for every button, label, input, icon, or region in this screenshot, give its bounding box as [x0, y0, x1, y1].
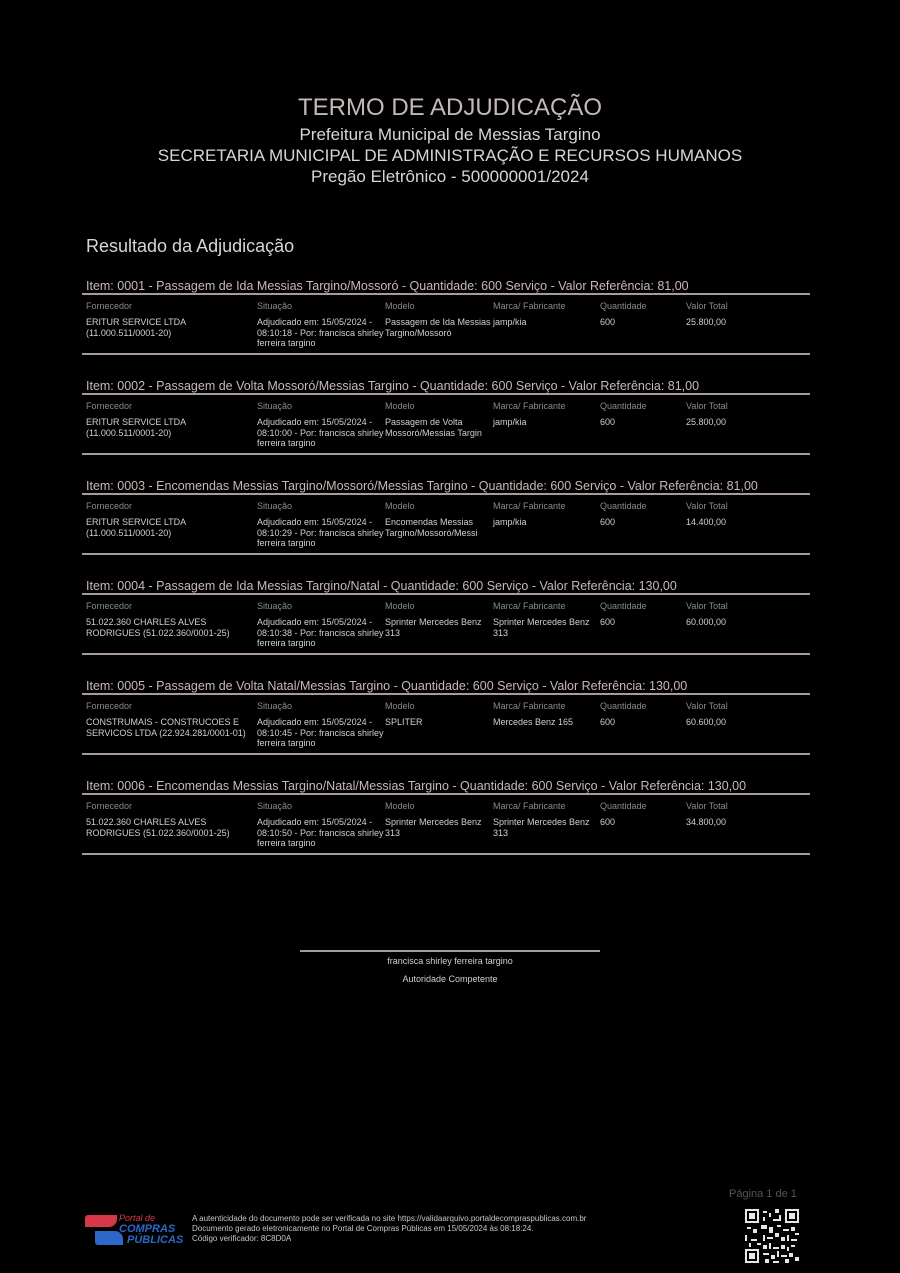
item-heading: Item: 0003 - Encomendas Messias Targino/Mossoró/Messias Targino - Quantidade: 600 Serviço - Valor Referência: 81,00: [82, 479, 810, 495]
cell-marca: Sprinter Mercedes Benz 313: [493, 617, 590, 638]
item-block: [82, 679, 810, 779]
logo-text-line1: Portal de: [119, 1213, 156, 1223]
cell-situacao: Adjudicado em: 15/05/2024 - 08:10:45 - Por: francisca shirley ferreira targino: [257, 717, 384, 748]
item-heading: Item: 0005 - Passagem de Volta Natal/Messias Targino - Quantidade: 600 Serviço - Valor Referência: 130,00: [82, 679, 810, 695]
cell-marca: jamp/kia: [493, 417, 527, 427]
col-valor-total: Valor Total: [686, 801, 728, 811]
column-headers: [82, 397, 810, 415]
col-quantidade: Quantidade: [600, 301, 647, 311]
column-headers: [82, 597, 810, 615]
col-quantidade: Quantidade: [600, 401, 647, 411]
table-row: [82, 317, 810, 349]
cell-modelo: Passagem de Volta Mossoró/Messias Targin: [385, 417, 482, 438]
col-situacao: Situação: [257, 801, 293, 811]
table-row: [82, 517, 810, 549]
col-modelo: Modelo: [385, 401, 415, 411]
cell-valor-total: 60.600,00: [686, 717, 727, 727]
col-valor-total: Valor Total: [686, 701, 728, 711]
table-row: [82, 817, 810, 849]
cell-quantidade: 600: [600, 617, 616, 627]
col-modelo: Modelo: [385, 301, 415, 311]
row-divider: [82, 853, 810, 855]
process-number: Pregão Eletrônico - 500000001/2024: [311, 167, 589, 186]
col-quantidade: Quantidade: [600, 701, 647, 711]
cell-fornecedor: ERITUR SERVICE LTDA (11.000.511/0001-20): [86, 417, 186, 438]
table-row: [82, 717, 810, 749]
footer-notice: [192, 1214, 586, 1244]
col-fornecedor: Fornecedor: [86, 801, 133, 811]
cell-situacao: Adjudicado em: 15/05/2024 - 08:10:18 - Por: francisca shirley ferreira targino: [257, 317, 384, 348]
signature-line: [300, 950, 600, 952]
col-situacao: Situação: [257, 301, 293, 311]
col-marca: Marca/ Fabricante: [493, 401, 566, 411]
col-quantidade: Quantidade: [600, 501, 647, 511]
cell-modelo: Sprinter Mercedes Benz 313: [385, 817, 482, 838]
item-heading: Item: 0004 - Passagem de Ida Messias Targino/Natal - Quantidade: 600 Serviço - Valor Referência: 130,00: [82, 579, 810, 595]
col-fornecedor: Fornecedor: [86, 501, 133, 511]
logo-text-line2: COMPRAS: [119, 1223, 176, 1235]
col-situacao: Situação: [257, 501, 293, 511]
col-modelo: Modelo: [385, 501, 415, 511]
cell-marca: Mercedes Benz 165: [493, 717, 574, 727]
row-divider: [82, 653, 810, 655]
col-fornecedor: Fornecedor: [86, 301, 133, 311]
item-heading: Item: 0006 - Encomendas Messias Targino/Natal/Messias Targino - Quantidade: 600 Serviço - Valor Referência: 130,00: [82, 779, 810, 795]
cell-valor-total: 34.800,00: [686, 817, 727, 827]
col-fornecedor: Fornecedor: [86, 701, 133, 711]
qr-code-icon: [745, 1209, 799, 1263]
col-modelo: Modelo: [385, 801, 415, 811]
cell-modelo: Encomendas Messias Targino/Mossoró/Messi: [385, 517, 478, 538]
cell-valor-total: 14.400,00: [686, 517, 727, 527]
col-valor-total: Valor Total: [686, 501, 728, 511]
footer-authenticity: A autenticidade do documento pode ser verificada no site https://validaarquivo.portaldecompraspublicas.com.br: [192, 1214, 587, 1223]
cell-fornecedor: ERITUR SERVICE LTDA (11.000.511/0001-20): [86, 317, 186, 338]
item-heading: Item: 0002 - Passagem de Volta Mossoró/Messias Targino - Quantidade: 600 Serviço - Valor Referência: 81,00: [82, 379, 810, 395]
document-title: TERMO DE ADJUDICAÇÃO: [297, 94, 603, 121]
col-quantidade: Quantidade: [600, 801, 647, 811]
cell-modelo: SPLITER: [385, 717, 423, 727]
item-block: [82, 479, 810, 579]
col-situacao: Situação: [257, 401, 293, 411]
cell-situacao: Adjudicado em: 15/05/2024 - 08:10:50 - Por: francisca shirley ferreira targino: [257, 817, 384, 848]
section-title: Resultado da Adjudicação: [86, 236, 295, 256]
document-header: [0, 92, 900, 187]
logo-mark-red: [85, 1215, 117, 1227]
cell-fornecedor: 51.022.360 CHARLES ALVES RODRIGUES (51.022.360/0001-25): [86, 817, 230, 838]
cell-marca: jamp/kia: [493, 317, 527, 327]
organization-name: Prefeitura Municipal de Messias Targino: [299, 125, 601, 144]
col-situacao: Situação: [257, 701, 293, 711]
cell-quantidade: 600: [600, 417, 616, 427]
table-row: [82, 417, 810, 449]
col-situacao: Situação: [257, 601, 293, 611]
cell-marca: jamp/kia: [493, 517, 527, 527]
cell-quantidade: 600: [600, 517, 616, 527]
portal-logo: [85, 1213, 187, 1247]
col-modelo: Modelo: [385, 601, 415, 611]
logo-text-line3: PÚBLICAS: [127, 1234, 184, 1246]
col-quantidade: Quantidade: [600, 601, 647, 611]
cell-situacao: Adjudicado em: 15/05/2024 - 08:10:38 - Por: francisca shirley ferreira targino: [257, 617, 384, 648]
col-marca: Marca/ Fabricante: [493, 301, 566, 311]
col-marca: Marca/ Fabricante: [493, 601, 566, 611]
cell-valor-total: 25.800,00: [686, 317, 727, 327]
item-block: [82, 379, 810, 479]
col-valor-total: Valor Total: [686, 401, 728, 411]
row-divider: [82, 453, 810, 455]
row-divider: [82, 553, 810, 555]
cell-quantidade: 600: [600, 717, 616, 727]
cell-situacao: Adjudicado em: 15/05/2024 - 08:10:29 - Por: francisca shirley ferreira targino: [257, 517, 384, 548]
col-marca: Marca/ Fabricante: [493, 501, 566, 511]
cell-quantidade: 600: [600, 817, 616, 827]
item-heading: Item: 0001 - Passagem de Ida Messias Targino/Mossoró - Quantidade: 600 Serviço - Valor Referência: 81,00: [82, 279, 810, 295]
table-row: [82, 617, 810, 649]
items-list: [82, 279, 810, 879]
department-name: SECRETARIA MUNICIPAL DE ADMINISTRAÇÃO E RECURSOS HUMANOS: [157, 146, 743, 165]
column-headers: [82, 297, 810, 315]
signatory-role: Autoridade Competente: [402, 974, 498, 984]
item-block: [82, 279, 810, 379]
col-marca: Marca/ Fabricante: [493, 701, 566, 711]
column-headers: [82, 797, 810, 815]
col-valor-total: Valor Total: [686, 301, 728, 311]
cell-modelo: Sprinter Mercedes Benz 313: [385, 617, 482, 638]
cell-fornecedor: ERITUR SERVICE LTDA (11.000.511/0001-20): [86, 517, 186, 538]
cell-fornecedor: 51.022.360 CHARLES ALVES RODRIGUES (51.022.360/0001-25): [86, 617, 230, 638]
item-block: [82, 779, 810, 879]
footer-verifier-code: Código verificador: 8C8D0A: [192, 1234, 292, 1243]
footer-generated: Documento gerado eletronicamente no Portal de Compras Públicas em 15/05/2024 às 08:18:24.: [192, 1224, 534, 1233]
cell-modelo: Passagem de Ida Messias Targino/Mossoró: [385, 317, 491, 338]
col-fornecedor: Fornecedor: [86, 601, 133, 611]
column-headers: [82, 497, 810, 515]
col-modelo: Modelo: [385, 701, 415, 711]
cell-marca: Sprinter Mercedes Benz 313: [493, 817, 590, 838]
item-block: [82, 579, 810, 679]
col-fornecedor: Fornecedor: [86, 401, 133, 411]
col-marca: Marca/ Fabricante: [493, 801, 566, 811]
signatory-name: francisca shirley ferreira targino: [387, 956, 513, 966]
cell-fornecedor: CONSTRUMAIS - CONSTRUCOES E SERVICOS LTDA (22.924.281/0001-01): [86, 717, 246, 738]
cell-quantidade: 600: [600, 317, 616, 327]
row-divider: [82, 753, 810, 755]
page-number: Página 1 de 1: [729, 1188, 797, 1200]
column-headers: [82, 697, 810, 715]
cell-situacao: Adjudicado em: 15/05/2024 - 08:10:00 - Por: francisca shirley ferreira targino: [257, 417, 384, 448]
cell-valor-total: 60.000,00: [686, 617, 727, 627]
cell-valor-total: 25.800,00: [686, 417, 727, 427]
row-divider: [82, 353, 810, 355]
col-valor-total: Valor Total: [686, 601, 728, 611]
